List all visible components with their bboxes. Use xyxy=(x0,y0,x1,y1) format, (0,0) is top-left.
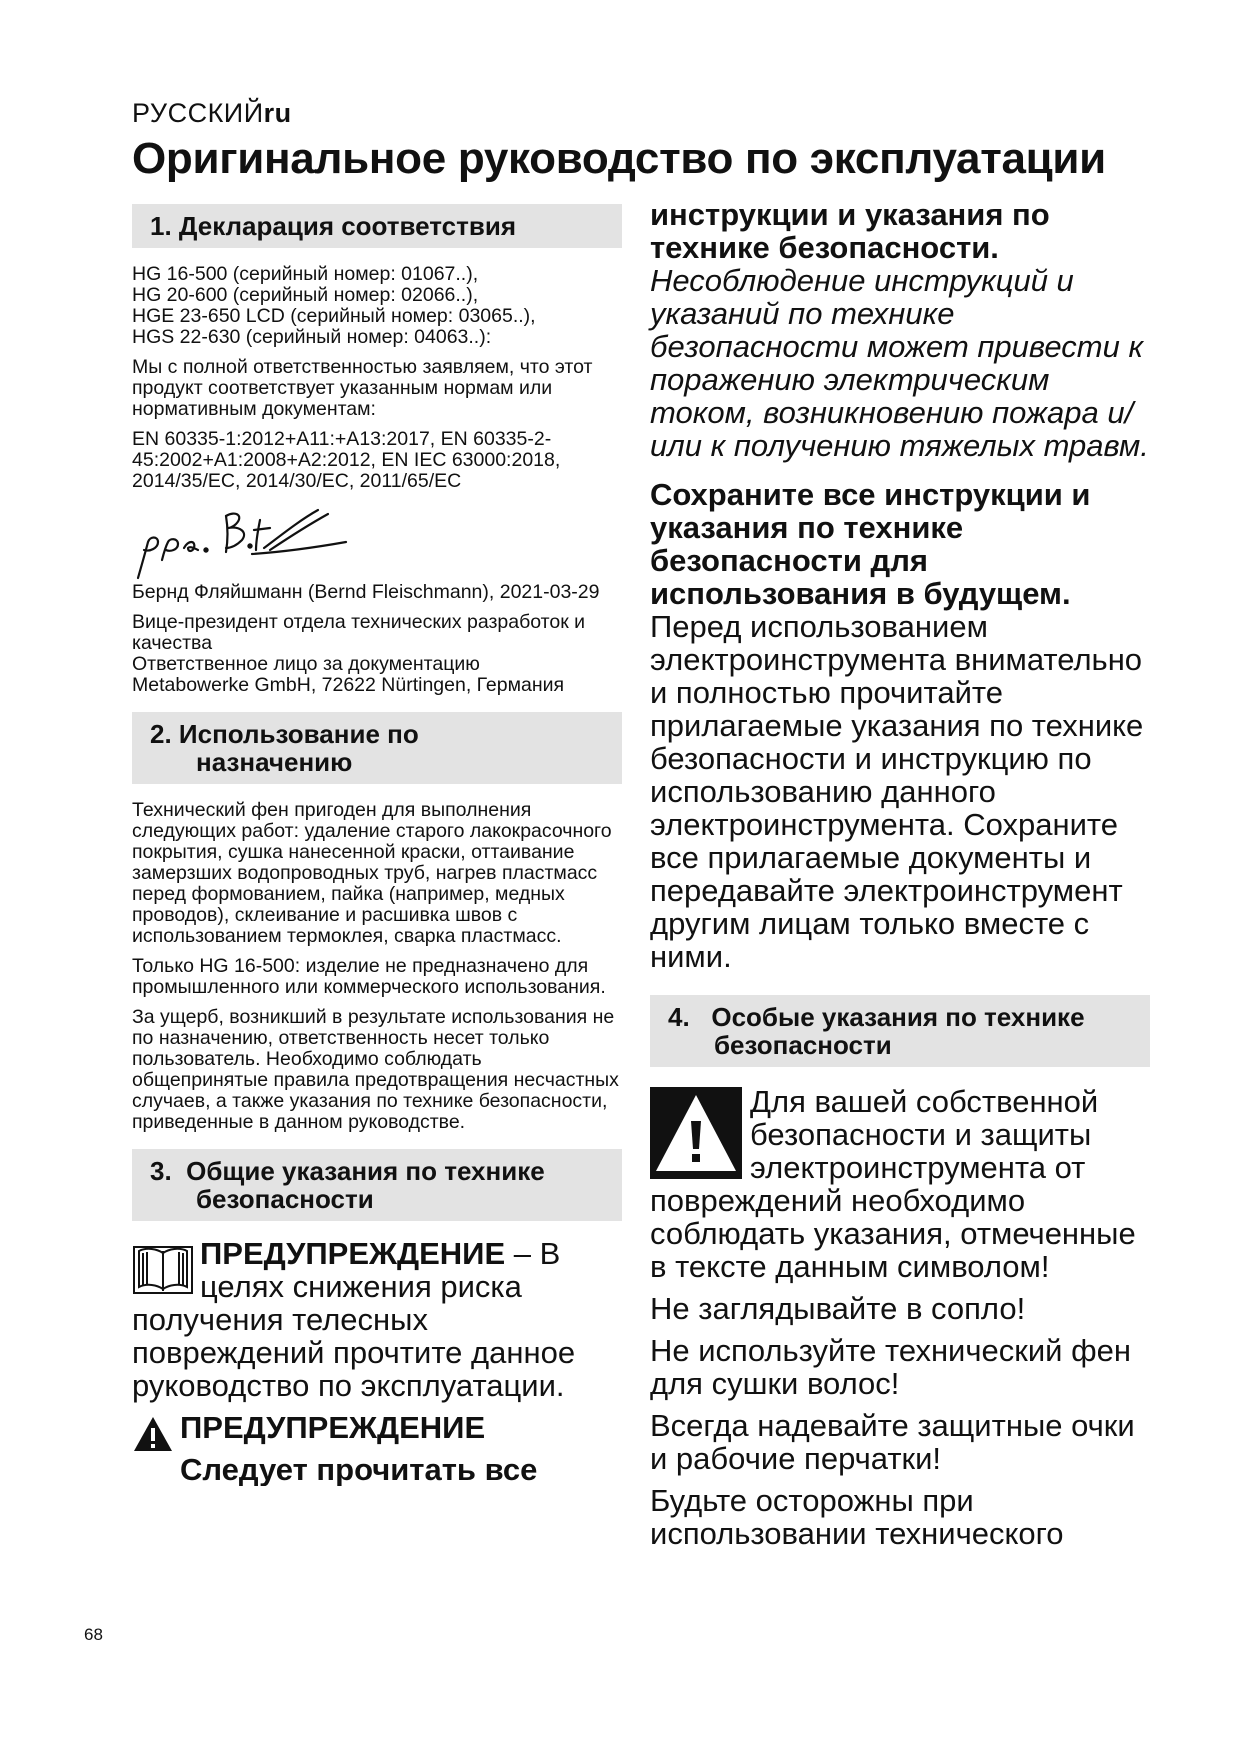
page-number: 68 xyxy=(84,1625,103,1644)
left-column xyxy=(132,204,622,1486)
manual-book-icon xyxy=(132,1239,194,1297)
rule-nozzle: Не заглядывайте в сопло! xyxy=(650,1291,1026,1326)
warning-consequences: Несоблюдение инструкций и указаний по технике безопасности может привести к поражению электрическим током, возникновению пожара и/или к получению тяжелых травм. xyxy=(650,263,1149,463)
company-address: Metabowerke GmbH, 72622 Nürtingen, Германия xyxy=(132,674,565,696)
section-1-heading: 1. Декларация соответствия xyxy=(132,204,622,248)
warning-read-manual: ПРЕДУПРЕЖДЕНИЕ – В целях снижения риска получения телесных повреждений прочтите данное руководство по эксплуатации. xyxy=(132,1236,576,1403)
warning-continued: инструкции и указания по технике безопасности. xyxy=(650,197,1050,265)
save-instructions-text: Перед использованием электроинструмента внимательно и полностью прочитайте прилагаемые указания по технике безопасности и инструкцию по использованию данного электроинструмента. Сохраните все прилагаемые документы и передавайте электроинструмент другим лицам только вместе с ними. xyxy=(650,609,1144,974)
standards-list: EN 60335-1:2012+A11:+A13:2017, EN 60335-2-45:2002+A1:2008+A2:2012, EN IEC 63000:2018, 2014/35/EC, 2014/30/EC, 2011/65/EC xyxy=(132,428,561,492)
rule-hair: Не используйте технический фен для сушки волос! xyxy=(650,1333,1131,1401)
signature-image xyxy=(132,498,392,582)
save-instructions-heading: Сохраните все инструкции и указания по технике безопасности для использования в будущем. xyxy=(650,477,1091,611)
conformity-statement: Мы с полной ответственностью заявляем, что этот продукт соответствует указанным нормам или нормативным документам: xyxy=(132,356,593,420)
intended-use-restriction: Только HG 16-500: изделие не предназначено для промышленного или коммерческого использования. xyxy=(132,955,606,998)
model-line: HGS 22-630 (серийный номер: 04063..): xyxy=(132,326,492,348)
warning-read-all: ПРЕДУПРЕЖДЕНИЕ Следует прочитать все xyxy=(132,1411,622,1486)
signer-position: Вице-президент отдела технических разработок и качества xyxy=(132,611,586,654)
special-symbol-note: Для вашей собственной безопасности и защиты электроинструмента от повреждений необходимо соблюдать указания, отмеченные в тексте данным символом! xyxy=(650,1084,1136,1284)
rule-protection: Всегда надевайте защитные очки и рабочие перчатки! xyxy=(650,1408,1135,1476)
page-title: Оригинальное руководство по эксплуатации xyxy=(132,134,1106,183)
right-column xyxy=(650,198,1150,1550)
model-line: HGE 23-650 LCD (серийный номер: 03065..), xyxy=(132,305,536,327)
section-4-heading: 4. Особые указания по технике безопасности xyxy=(650,995,1150,1067)
liability-text: За ущерб, возникший в результате использования не по назначению, ответственность несет только пользователь. Необходимо соблюдать общепринятые правила предотвращения несчастных случаев, а также указания по технике безопасности, приведенные в данном руководстве. xyxy=(132,1006,619,1133)
warning-triangle-icon xyxy=(132,1415,174,1453)
intended-use-text: Технический фен пригоден для выполнения следующих работ: удаление старого лакокрасочного покрытия, сушка нанесенной краски, оттаивание замерзших водопроводных труб, нагрев пластмасс перед формованием, пайка (например, медных проводов), склеивание и расшивка швов с использованием термоклея, сварка пластмасс. xyxy=(132,799,612,947)
signer-name: Бернд Фляйшманн (Bernd Fleischmann), 2021-03-29 xyxy=(132,581,600,603)
warning-triangle-large-icon xyxy=(650,1087,742,1179)
rule-caution: Будьте осторожны при использовании технического xyxy=(650,1483,1064,1551)
documentation-responsible: Ответственное лицо за документацию xyxy=(132,653,480,675)
language-label: РУССКИЙru xyxy=(132,98,292,128)
model-line: HG 16-500 (серийный номер: 01067..), xyxy=(132,263,479,285)
model-line: HG 20-600 (серийный номер: 02066..), xyxy=(132,284,479,306)
section-2-heading: 2. Использование по назначению xyxy=(132,712,622,784)
signature xyxy=(132,498,622,582)
section-3-heading: 3. Общие указания по технике безопасности xyxy=(132,1149,622,1221)
